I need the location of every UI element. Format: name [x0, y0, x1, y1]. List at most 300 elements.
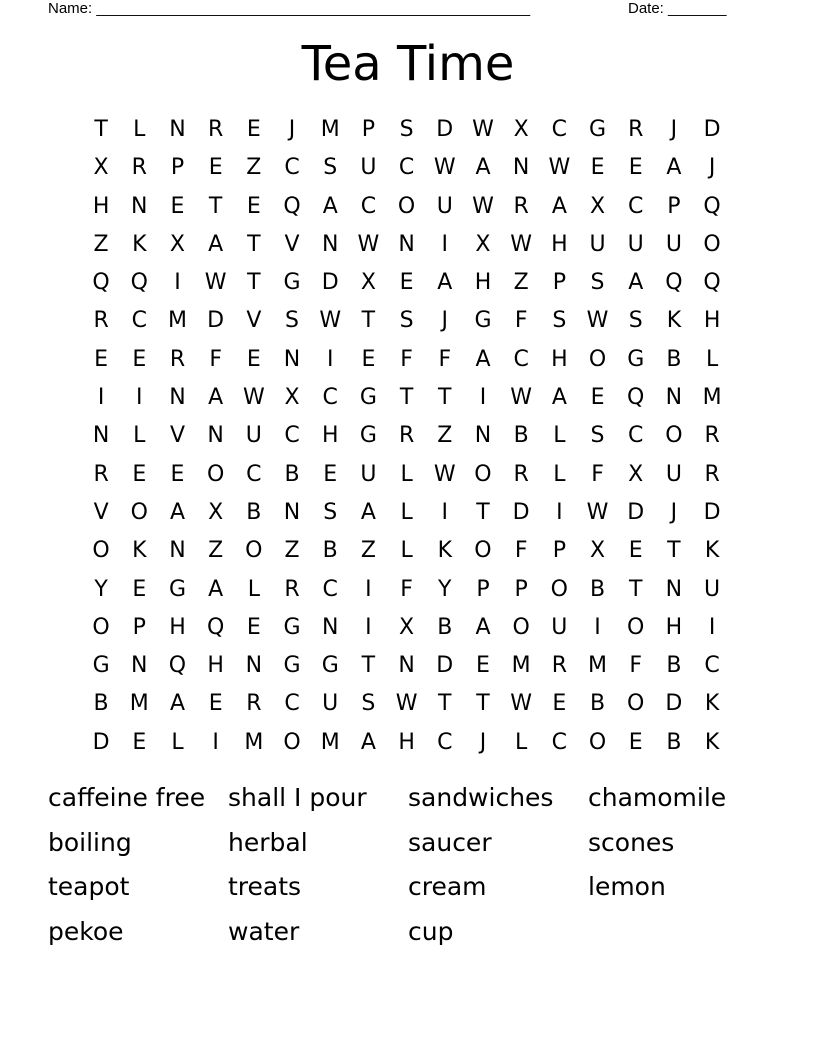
grid-letter: O: [627, 614, 645, 640]
grid-letter: K: [132, 231, 147, 257]
grid-letter: E: [361, 346, 376, 372]
grid-letter: E: [246, 346, 261, 372]
grid-letter: C: [131, 308, 147, 334]
grid-letter: R: [551, 653, 567, 679]
grid-letter: K: [704, 691, 720, 717]
grid-letter: T: [247, 270, 261, 296]
grid-letter: U: [360, 155, 377, 181]
grid-letter: J: [479, 729, 487, 755]
grid-letter: T: [476, 499, 490, 525]
grid-letter: E: [208, 155, 223, 181]
grid-letter: P: [552, 270, 566, 296]
grid-letter: X: [589, 193, 606, 219]
grid-letter: B: [666, 653, 682, 679]
grid-letter: C: [360, 193, 377, 219]
grid-letter: C: [628, 423, 644, 449]
grid-letter: P: [667, 193, 681, 219]
grid-letter: J: [670, 499, 678, 525]
grid-letter: N: [245, 653, 263, 679]
grid-letter: B: [589, 691, 606, 717]
grid-letter: R: [513, 461, 529, 487]
grid-letter: S: [323, 499, 338, 525]
grid-letter: L: [553, 461, 566, 487]
grid-letter: R: [284, 576, 300, 602]
grid-letter: I: [326, 346, 334, 372]
grid-letter: E: [590, 385, 605, 411]
grid-letter: A: [475, 346, 491, 372]
grid-letter: A: [360, 729, 376, 755]
word-list-item: saucer: [408, 827, 492, 857]
grid-letter: I: [174, 270, 181, 296]
grid-letter: M: [702, 385, 722, 411]
grid-letter: N: [512, 155, 530, 181]
grid-letter: Q: [168, 653, 187, 679]
grid-letter: N: [665, 385, 683, 411]
grid-letter: X: [513, 117, 529, 142]
grid-letter: Z: [246, 155, 262, 181]
grid-letter: Z: [284, 538, 300, 564]
grid-letter: M: [244, 729, 264, 755]
grid-letter: G: [283, 653, 301, 679]
grid-letter: U: [322, 691, 339, 717]
grid-letter: W: [204, 270, 227, 296]
grid-letter: U: [436, 193, 453, 219]
grid-letter: E: [476, 653, 490, 679]
grid-letter: G: [359, 423, 377, 449]
grid-letter: I: [441, 499, 449, 525]
grid-letter: G: [589, 117, 607, 142]
grid-letter: M: [129, 691, 149, 717]
grid-letter: T: [438, 691, 452, 717]
grid-letter: A: [169, 691, 185, 717]
grid-letter: T: [247, 231, 261, 257]
grid-letter: C: [284, 423, 300, 449]
grid-letter: A: [169, 499, 185, 525]
grid-letter: O: [92, 614, 110, 640]
grid-letter: S: [552, 308, 567, 334]
grid-letter: X: [93, 155, 109, 181]
grid-letter: D: [207, 308, 225, 334]
grid-letter: Z: [360, 538, 376, 564]
grid-letter: A: [322, 193, 338, 219]
grid-letter: F: [591, 461, 604, 487]
grid-letter: O: [283, 729, 301, 755]
grid-letter: C: [704, 653, 720, 679]
grid-letter: H: [551, 346, 568, 372]
grid-letter: I: [479, 385, 487, 411]
grid-letter: I: [365, 576, 372, 602]
grid-letter: E: [552, 691, 567, 717]
grid-letter: I: [556, 499, 563, 525]
grid-letter: W: [586, 499, 609, 525]
grid-letter: R: [704, 423, 720, 449]
grid-letter: T: [208, 193, 223, 219]
grid-letter: M: [511, 653, 531, 679]
word-list-item: pekoe: [48, 916, 124, 946]
grid-letter: R: [208, 117, 224, 142]
grid-letter: H: [665, 614, 683, 640]
grid-letter: X: [589, 538, 606, 564]
grid-letter: N: [665, 576, 683, 602]
grid-letter: J: [288, 117, 296, 142]
grid-letter: M: [588, 653, 608, 679]
grid-letter: N: [92, 423, 110, 449]
grid-letter: A: [551, 385, 567, 411]
grid-letter: Q: [283, 193, 301, 219]
grid-letter: B: [666, 729, 682, 755]
grid-letter: N: [398, 231, 415, 257]
letter-grid: [82, 111, 731, 762]
grid-letter: H: [398, 729, 415, 755]
grid-letter: U: [551, 614, 568, 640]
grid-letter: M: [320, 729, 340, 755]
grid-letter: B: [246, 499, 262, 525]
grid-letter: B: [93, 691, 109, 717]
grid-letter: R: [628, 117, 644, 142]
grid-letter: A: [551, 193, 567, 219]
word-list-item: treats: [228, 872, 302, 901]
grid-letter: I: [594, 614, 601, 640]
grid-letter: N: [283, 346, 301, 372]
grid-letter: L: [400, 538, 413, 564]
grid-letter: Z: [93, 231, 109, 257]
grid-letter: T: [667, 538, 681, 564]
grid-letter: A: [475, 155, 491, 181]
grid-letter: A: [666, 155, 682, 181]
grid-letter: H: [169, 614, 186, 640]
grid-letter: L: [515, 729, 528, 755]
grid-letter: O: [474, 461, 492, 487]
grid-letter: W: [433, 155, 456, 181]
grid-letter: R: [93, 461, 109, 487]
grid-letter: T: [438, 385, 452, 411]
grid-letter: N: [169, 385, 186, 411]
grid-letter: I: [212, 729, 219, 755]
grid-letter: N: [131, 653, 148, 679]
grid-letter: Q: [92, 270, 110, 296]
grid-letter: C: [322, 576, 338, 602]
grid-letter: K: [437, 538, 452, 564]
grid-letter: S: [628, 308, 643, 334]
grid-letter: B: [322, 538, 338, 564]
grid-letter: P: [361, 117, 376, 142]
grid-letter: L: [705, 346, 719, 372]
grid-letter: D: [436, 117, 454, 142]
grid-letter: S: [399, 308, 414, 334]
grid-letter: N: [207, 423, 224, 449]
word-list-item: herbal: [228, 827, 308, 857]
grid-letter: R: [131, 155, 147, 181]
grid-letter: E: [246, 614, 261, 640]
grid-letter: D: [703, 117, 721, 142]
grid-letter: H: [321, 423, 339, 449]
grid-letter: E: [94, 346, 109, 372]
grid-letter: E: [170, 193, 185, 219]
grid-letter: C: [437, 729, 453, 755]
grid-letter: J: [670, 117, 678, 142]
grid-letter: W: [472, 193, 494, 219]
grid-letter: E: [132, 576, 147, 602]
word-list-item: caffeine free: [48, 783, 206, 812]
grid-letter: I: [97, 385, 105, 411]
grid-letter: H: [92, 193, 110, 219]
name-field: Name: ____________________________________________________: [48, 0, 531, 17]
grid-letter: G: [283, 614, 301, 640]
grid-letter: T: [361, 308, 376, 334]
grid-letter: F: [514, 308, 528, 334]
grid-letter: C: [513, 346, 529, 372]
grid-letter: K: [704, 538, 720, 564]
grid-letter: V: [169, 423, 185, 449]
grid-letter: F: [629, 653, 643, 679]
grid-letter: X: [399, 614, 415, 640]
grid-letter: A: [628, 270, 644, 296]
word-list-item: chamomile: [588, 783, 727, 812]
grid-letter: W: [433, 461, 456, 487]
grid-letter: A: [208, 385, 224, 411]
grid-letter: P: [514, 576, 528, 602]
grid-letter: Y: [94, 576, 108, 602]
grid-letter: O: [206, 461, 225, 487]
grid-letter: E: [132, 729, 147, 755]
grid-letter: V: [93, 499, 109, 525]
grid-letter: F: [400, 346, 413, 372]
grid-letter: X: [169, 231, 185, 257]
grid-letter: W: [242, 385, 265, 411]
grid-letter: O: [588, 729, 607, 755]
grid-letter: U: [245, 423, 262, 449]
word-list-item: teapot: [48, 872, 130, 901]
grid-letter: B: [284, 461, 300, 487]
grid-letter: E: [323, 461, 338, 487]
grid-letter: E: [628, 729, 643, 755]
grid-letter: S: [361, 691, 376, 717]
grid-letter: A: [208, 576, 224, 602]
grid-letter: W: [510, 231, 533, 257]
grid-letter: D: [703, 499, 721, 525]
grid-letter: K: [132, 538, 147, 564]
grid-letter: Y: [438, 576, 452, 602]
grid-letter: I: [136, 385, 143, 411]
grid-letter: T: [361, 653, 376, 679]
grid-letter: O: [550, 576, 568, 602]
grid-letter: C: [551, 729, 568, 755]
grid-letter: N: [321, 231, 339, 257]
grid-letter: Q: [703, 193, 721, 219]
grid-letter: O: [474, 538, 492, 564]
grid-letter: G: [283, 270, 301, 296]
grid-letter: A: [208, 231, 224, 257]
grid-letter: M: [167, 308, 187, 334]
grid-letter: R: [169, 346, 186, 372]
grid-letter: G: [359, 385, 377, 411]
grid-letter: Z: [208, 538, 224, 564]
grid-letter: C: [398, 155, 415, 181]
grid-letter: S: [590, 423, 605, 449]
grid-letter: T: [628, 576, 643, 602]
word-list-item: water: [228, 916, 300, 946]
grid-letter: W: [510, 691, 533, 717]
grid-letter: L: [247, 576, 260, 602]
grid-letter: S: [590, 270, 605, 296]
grid-letter: Z: [437, 423, 453, 449]
grid-letter: F: [209, 346, 222, 372]
grid-letter: D: [92, 729, 110, 755]
grid-letter: Z: [513, 270, 529, 296]
grid-letter: L: [400, 499, 413, 525]
grid-letter: L: [133, 423, 146, 449]
grid-letter: C: [284, 691, 300, 717]
grid-letter: U: [665, 461, 682, 487]
grid-letter: R: [93, 308, 109, 334]
grid-letter: U: [589, 231, 606, 257]
grid-letter: O: [665, 423, 683, 449]
grid-letter: V: [284, 231, 300, 257]
grid-letter: G: [168, 576, 186, 602]
word-list: [48, 778, 768, 956]
grid-letter: Q: [206, 614, 225, 640]
grid-letter: J: [708, 155, 716, 181]
grid-letter: C: [322, 385, 338, 411]
grid-letter: E: [246, 117, 261, 142]
grid-letter: U: [627, 231, 644, 257]
grid-letter: W: [472, 117, 494, 142]
grid-letter: H: [703, 308, 721, 334]
grid-letter: E: [208, 691, 223, 717]
grid-letter: W: [357, 231, 380, 257]
grid-letter: N: [398, 653, 415, 679]
grid-letter: F: [514, 538, 528, 564]
word-list-item: sandwiches: [408, 783, 554, 812]
grid-letter: X: [208, 499, 224, 525]
grid-letter: M: [320, 117, 340, 142]
grid-letter: Q: [703, 270, 721, 296]
grid-letter: L: [553, 423, 566, 449]
grid-letter: O: [92, 538, 110, 564]
grid-letter: G: [474, 308, 492, 334]
word-list-item: scones: [588, 827, 675, 857]
word-list-item: cup: [408, 916, 454, 946]
grid-letter: N: [169, 117, 186, 142]
grid-letter: P: [552, 538, 566, 564]
grid-letter: C: [551, 117, 568, 142]
grid-letter: E: [590, 155, 605, 181]
grid-letter: E: [132, 346, 147, 372]
grid-letter: O: [703, 231, 721, 257]
grid-letter: D: [321, 270, 339, 296]
grid-letter: U: [360, 461, 377, 487]
grid-letter: D: [627, 499, 645, 525]
grid-letter: W: [395, 691, 418, 717]
grid-letter: R: [513, 193, 529, 219]
grid-letter: O: [130, 499, 148, 525]
grid-letter: C: [246, 461, 262, 487]
grid-letter: E: [399, 270, 414, 296]
grid-letter: N: [474, 423, 492, 449]
grid-letter: A: [475, 614, 491, 640]
grid-letter: N: [169, 538, 186, 564]
grid-letter: K: [666, 308, 682, 334]
grid-letter: B: [437, 614, 453, 640]
word-list-item: cream: [408, 872, 487, 901]
grid-letter: P: [476, 576, 490, 602]
grid-letter: X: [284, 385, 300, 411]
grid-letter: B: [666, 346, 682, 372]
grid-letter: Q: [130, 270, 148, 296]
puzzle-title: Tea Time: [301, 36, 515, 92]
grid-letter: I: [708, 614, 716, 640]
grid-letter: E: [246, 193, 261, 219]
grid-letter: B: [513, 423, 529, 449]
grid-letter: B: [589, 576, 606, 602]
grid-letter: O: [627, 691, 645, 717]
grid-letter: O: [245, 538, 263, 564]
grid-letter: D: [512, 499, 530, 525]
grid-letter: H: [474, 270, 492, 296]
grid-letter: R: [398, 423, 415, 449]
word-list-item: lemon: [588, 872, 666, 901]
grid-letter: T: [476, 691, 490, 717]
grid-letter: P: [132, 614, 146, 640]
grid-letter: S: [285, 308, 300, 334]
grid-letter: X: [360, 270, 376, 296]
grid-letter: T: [94, 117, 108, 142]
grid-letter: E: [628, 538, 643, 564]
grid-letter: O: [397, 193, 416, 219]
grid-letter: O: [512, 614, 530, 640]
grid-letter: F: [400, 576, 413, 602]
grid-letter: C: [628, 193, 644, 219]
grid-letter: A: [360, 499, 376, 525]
grid-letter: I: [441, 231, 449, 257]
worksheet-header: [48, 0, 748, 20]
grid-letter: C: [284, 155, 300, 181]
grid-letter: I: [365, 614, 372, 640]
word-list-item: boiling: [48, 827, 132, 857]
grid-letter: P: [170, 155, 185, 181]
grid-letter: D: [436, 653, 454, 679]
grid-letter: K: [704, 729, 720, 755]
grid-letter: H: [551, 231, 568, 257]
grid-letter: E: [170, 461, 185, 487]
grid-letter: S: [399, 117, 414, 142]
grid-letter: L: [171, 729, 184, 755]
grid-letter: A: [437, 270, 453, 296]
grid-letter: E: [132, 461, 147, 487]
grid-letter: G: [627, 346, 645, 372]
grid-letter: X: [628, 461, 644, 487]
grid-letter: U: [704, 576, 721, 602]
date-field: Date: _______: [628, 0, 727, 17]
grid-letter: H: [207, 653, 224, 679]
grid-letter: R: [704, 461, 720, 487]
grid-letter: T: [399, 385, 414, 411]
grid-letter: G: [92, 653, 110, 679]
grid-letter: Q: [627, 385, 645, 411]
grid-letter: Q: [665, 270, 683, 296]
grid-letter: J: [441, 308, 449, 334]
grid-letter: D: [665, 691, 683, 717]
grid-letter: L: [133, 117, 146, 142]
grid-letter: O: [588, 346, 607, 372]
grid-letter: U: [665, 231, 682, 257]
grid-letter: N: [131, 193, 148, 219]
grid-letter: F: [438, 346, 452, 372]
grid-letter: X: [475, 231, 491, 257]
grid-letter: N: [321, 614, 339, 640]
grid-letter: L: [400, 461, 413, 487]
grid-letter: W: [319, 308, 342, 334]
